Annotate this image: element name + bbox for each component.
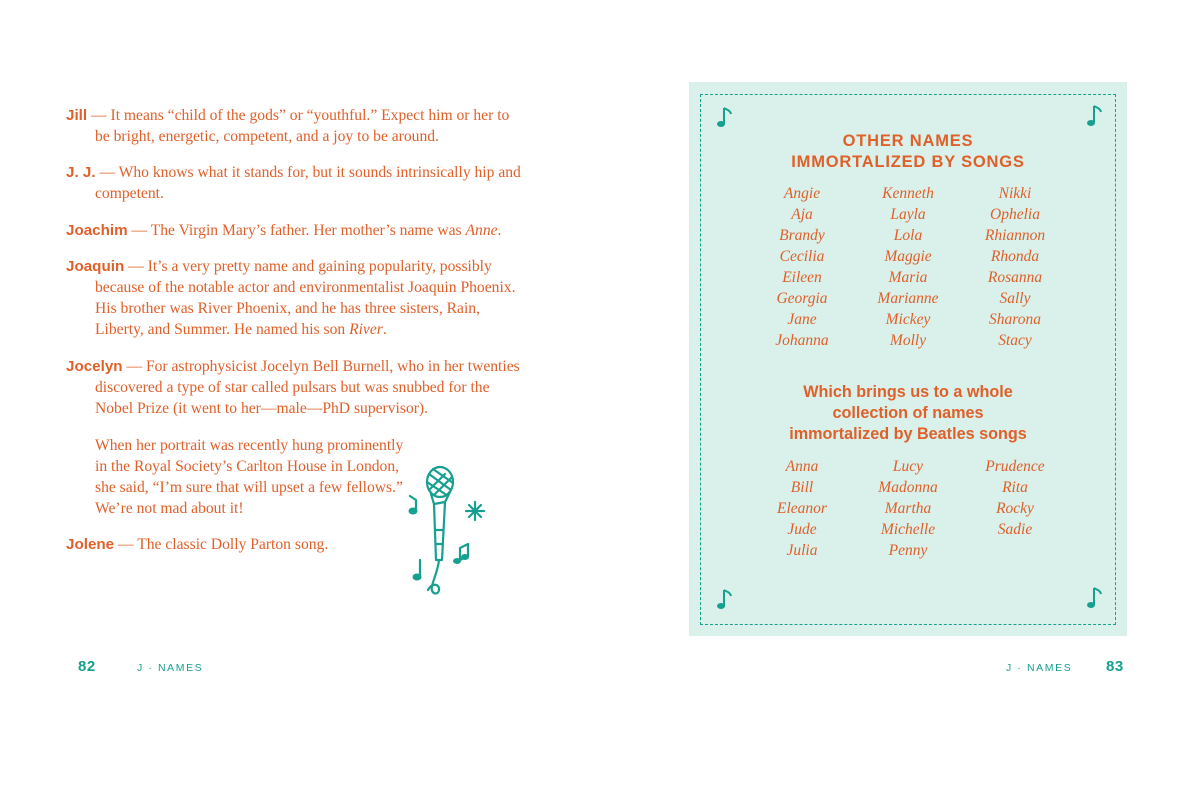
list-item: Martha	[884, 500, 932, 517]
list-item: Rocky	[996, 500, 1034, 517]
entry-name: J. J.	[66, 164, 96, 182]
list-item: Bill	[790, 479, 814, 496]
entry-text: When her portrait was recently hung prominently in the Royal Society’s Carlton House in London, she said, “I’m sure that will upset a few fellows.” We’re not mad about it!	[95, 436, 404, 517]
entry-name: Joaquin	[66, 258, 125, 276]
list-item: Jane	[787, 311, 817, 328]
list-item: Maggie	[884, 248, 932, 265]
entry-text: — The Virgin Mary’s father. Her mother’s name was	[127, 221, 466, 239]
songs-sidebar	[689, 82, 1127, 636]
entry-text-after: .	[497, 221, 502, 239]
entry-name: Joachim	[66, 221, 128, 239]
entry-text: — It means “child of the gods” or “youthful.” Expect him or her to be bright, energetic, competent, and a joy to be around.	[87, 106, 510, 145]
heading-line: OTHER NAMES	[842, 132, 974, 150]
microphone-illustration	[398, 460, 494, 616]
heading-line: Which brings us to a whole	[803, 383, 1013, 401]
list-item: Georgia	[776, 290, 828, 307]
entry-italic: Anne	[465, 221, 498, 239]
list-item: Johanna	[775, 332, 829, 349]
entry-name: Jill	[66, 106, 88, 124]
beatles-names-column	[848, 456, 968, 561]
song-names-column	[848, 183, 968, 351]
list-item: Sharona	[989, 311, 1041, 328]
list-item: Maria	[888, 269, 928, 286]
entry-text: — The classic Dolly Parton song.	[114, 536, 329, 554]
entry-name: Jolene	[66, 536, 115, 554]
list-item: Eleanor	[777, 500, 827, 517]
list-item: Nikki	[998, 185, 1032, 202]
heading-line: immortalized by Beatles songs	[789, 425, 1027, 443]
page-number-right: 83	[1106, 658, 1124, 675]
list-item: Marianne	[877, 290, 939, 307]
list-item: Eileen	[782, 269, 822, 286]
list-item: Rhiannon	[984, 227, 1046, 244]
list-item: Sally	[999, 290, 1031, 307]
list-item: Stacy	[998, 332, 1032, 349]
entry-text-after: .	[382, 321, 387, 339]
list-item: Rosanna	[987, 269, 1043, 286]
list-item: Prudence	[985, 458, 1045, 475]
list-item: Molly	[889, 332, 927, 349]
beatles-names-column	[742, 456, 862, 561]
entry-jocelyn-continued	[66, 435, 411, 519]
list-item: Anna	[785, 458, 819, 475]
entry-italic: River	[349, 321, 383, 339]
list-item: Aja	[791, 206, 813, 223]
section-label-right: J · NAMES	[1006, 662, 1073, 674]
entry-text: — For astrophysicist Jocelyn Bell Burnell, who in her twenties discovered a type of star called pulsars but was snubbed for the Nobel Prize (it went to her—male—PhD supervisor).	[95, 357, 520, 417]
list-item: Jude	[787, 521, 817, 538]
list-item: Brandy	[779, 227, 825, 244]
entry-text: — Who knows what it stands for, but it sounds intrinsically hip and competent.	[95, 164, 521, 203]
entry-jocelyn	[66, 356, 526, 419]
list-item: Michelle	[880, 521, 936, 538]
list-item: Lucy	[892, 458, 924, 475]
entry-joaquin	[66, 256, 526, 340]
page-number-left: 82	[78, 658, 96, 675]
sidebar-heading-songs	[689, 131, 1127, 173]
song-names-column	[955, 183, 1075, 351]
list-item: Ophelia	[990, 206, 1040, 223]
list-item: Layla	[890, 206, 926, 223]
list-item: Angie	[783, 185, 821, 202]
entry-jj	[66, 162, 526, 204]
section-label-left: J · NAMES	[137, 662, 204, 674]
list-item: Rhonda	[990, 248, 1040, 265]
music-note-icon	[1083, 586, 1103, 612]
list-item: Cecilia	[779, 248, 825, 265]
list-item: Lola	[893, 227, 923, 244]
entry-text: — It’s a very pretty name and gaining popularity, possibly because of the notable actor and environmentalist Joaquin Phoenix. His brother was River Phoenix, and he has three sisters, Rain, Liberty, and Summer. He named his son	[95, 258, 516, 339]
music-note-icon	[715, 586, 735, 612]
sidebar-heading-beatles	[689, 382, 1127, 445]
heading-line: IMMORTALIZED BY SONGS	[791, 153, 1025, 171]
beatles-names-column	[955, 456, 1075, 540]
list-item: Rita	[1002, 479, 1028, 496]
entry-jill	[66, 105, 526, 147]
list-item: Sadie	[997, 521, 1033, 538]
list-item: Julia	[786, 542, 818, 559]
entry-name: Jocelyn	[66, 357, 123, 375]
song-names-column	[742, 183, 862, 351]
list-item: Kenneth	[882, 185, 934, 202]
heading-line: collection of names	[832, 404, 984, 422]
entry-joachim	[66, 220, 526, 241]
list-item: Madonna	[878, 479, 938, 496]
list-item: Penny	[888, 542, 928, 559]
list-item: Mickey	[885, 311, 931, 328]
music-note-icon	[1083, 104, 1103, 130]
music-note-icon	[715, 104, 735, 130]
